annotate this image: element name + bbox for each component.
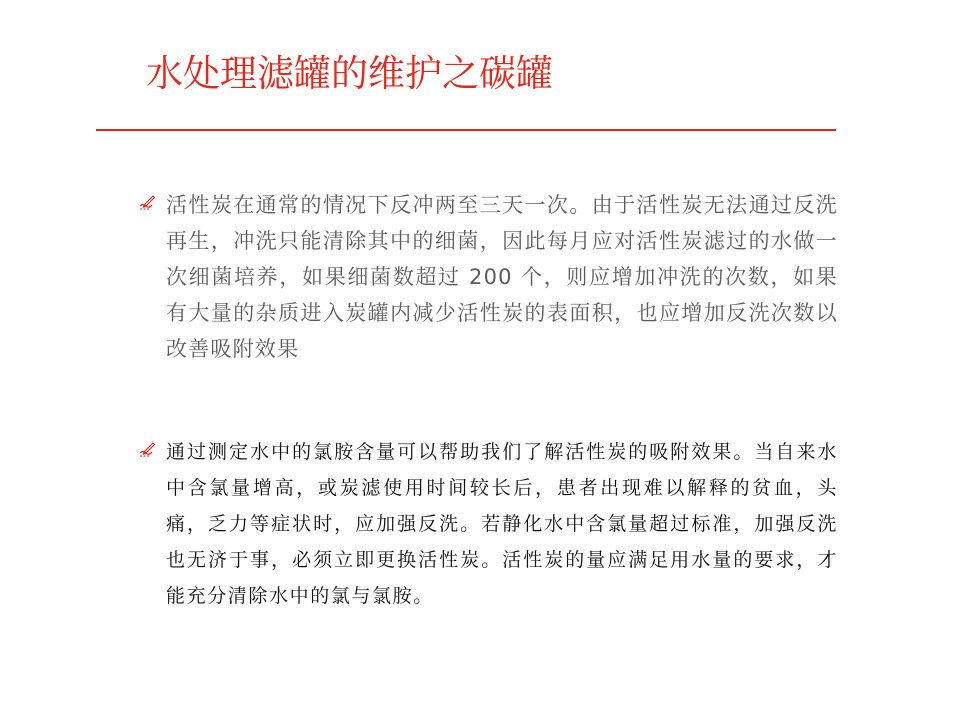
- title-divider: [96, 129, 836, 131]
- pen-writing-icon: [138, 440, 156, 458]
- pen-writing-icon: [138, 193, 156, 211]
- bullet-item-1: [138, 187, 838, 367]
- bullet-text-2: 通过测定水中的氯胺含量可以帮助我们了解活性炭的吸附效果。当自来水中含氯量增高，或炭滤使用时间较长后，患者出现难以解释的贫血，头痛，乏力等症状时，应加强反洗。若静化水中含氯量超过标准，加强反洗也无济于事，必须立即更换活性炭。活性炭的量应满足用水量的要求，才能充分清除水中的氯与氯胺。: [166, 441, 838, 607]
- slide-title: 水处理滤罐的维护之碳罐: [146, 52, 553, 95]
- bullet-text-1: 活性炭在通常的情况下反冲两至三天一次。由于活性炭无法通过反洗再生，冲洗只能清除其中的细菌，因此每月应对活性炭滤过的水做一次细菌培养，如果细菌数超过 200 个，则应增加冲洗的次数，如果有大量的杂质进入炭罐内减少活性炭的表面积，也应增加反洗次数以改善吸附效果: [166, 193, 838, 361]
- bullet-item-2: [138, 434, 838, 614]
